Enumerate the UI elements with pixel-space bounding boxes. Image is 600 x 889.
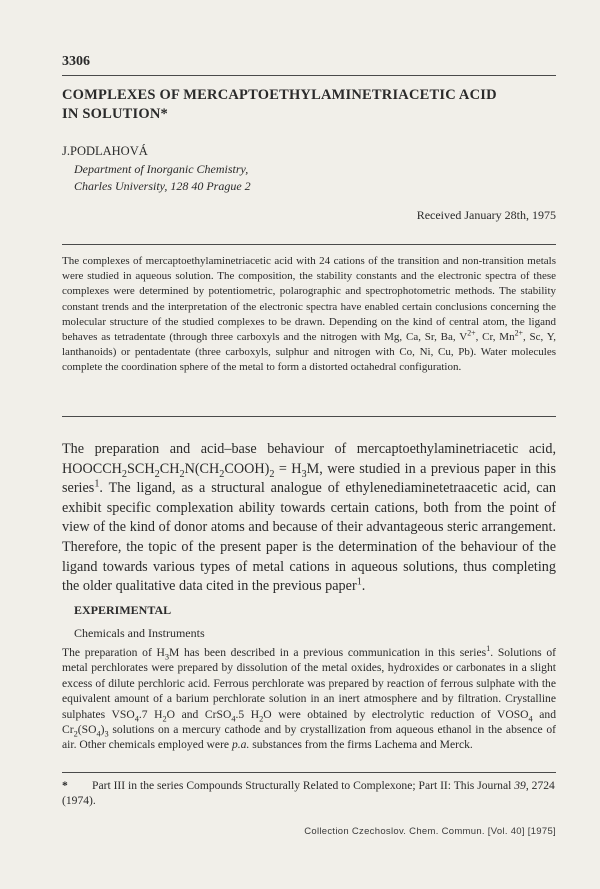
introduction-paragraph [62, 440, 556, 597]
intro-text: The preparation and acid–base behaviour of mercaptoethylaminetriacetic acid, HOOCCH [62, 441, 556, 477]
abstract-text: , Cr, Mn [475, 331, 515, 344]
footnote-marker: * [62, 779, 68, 792]
footnote-text: , 2724 (1974). [62, 779, 555, 808]
header-rule [62, 75, 556, 76]
title-line-1: COMPLEXES OF MERCAPTOETHYLAMINETRIACETIC ACID [62, 87, 497, 103]
experimental-text: The preparation of H [62, 646, 165, 659]
author-affiliation [74, 161, 251, 195]
intro-text: M, were studied in a previous paper in this series [62, 460, 556, 497]
intro-text: = H [274, 460, 302, 477]
title-line-2: IN SOLUTION* [62, 106, 168, 122]
subscript: 2 [73, 729, 78, 739]
subscript: 4 [528, 713, 533, 723]
reference-marker: 1 [486, 644, 491, 654]
footnote-rule [62, 772, 556, 773]
affiliation-line-1: Department of Inorganic Chemistry, [74, 162, 249, 176]
intro-text: SCH [127, 460, 155, 477]
intro-text: . [361, 578, 366, 595]
abstract-sup: 2+ [467, 328, 476, 338]
received-date: Received January 28th, 1975 [416, 208, 556, 222]
intro-text: . The ligand, as a structural analogue of ethylenediaminetetraacetic acid, can exhibit specific complexation ability towards certain cations, both from the point of view of the kind of donor atoms and because of their advantageous steric arrangement. Therefore, the topic of the present paper is the determination of the behaviour of the ligand towards various types of metal cations in aqueous solutions, thus completing the older qualitative data cited in the previous paper [62, 480, 556, 595]
subsection-heading: Chemicals and Instruments [74, 626, 205, 640]
experimental-text: .5 H [235, 707, 260, 721]
experimental-text: ) [100, 723, 105, 737]
intro-text: N(CH [184, 460, 220, 477]
subscript: 2 [269, 468, 275, 480]
abstract [62, 254, 556, 376]
subscript: 2 [162, 713, 167, 723]
experimental-text: solutions on a mercury cathode and by crystallization from aqueous ethanol in the absence of air. Other chemicals employed were [62, 723, 556, 752]
footnote-text: Part III in the series Compounds Structurally Related to Complexone; Part II: This Journal [92, 779, 515, 792]
article-title [62, 86, 556, 124]
experimental-text: . Solutions of metal perchlorates were prepared by dissolution of the metal oxides, hydroxides or carbonates in a slight excess of dilute perchloric acid. Ferrous perchlorate was prepared by reaction of ferrous sulphate with the equivalent amount of a barium perchlorate solution in an inert atmosphere and by filtration. Crystalline sulphates VSO [62, 646, 556, 721]
experimental-text: (SO [77, 723, 97, 737]
experimental-text: O and CrSO [166, 707, 232, 721]
author-name: J.PODLAHOVÁ [62, 144, 148, 158]
abstract-bottom-rule [62, 416, 556, 417]
reference-marker: 1 [94, 478, 100, 490]
experimental-text: M has been described in a previous communication in this series [169, 646, 487, 659]
intro-text: COOH) [224, 460, 270, 477]
journal-footer: Collection Czechoslov. Chem. Commun. [Vol. 40] [1975] [304, 826, 556, 837]
subscript: 3 [104, 729, 109, 739]
affiliation-line-2: Charles University, 128 40 Prague 2 [74, 179, 251, 193]
experimental-text: and Cr [62, 707, 556, 737]
subscript: 3 [164, 652, 170, 662]
experimental-text: substances from the firms Lachema and Merck. [249, 738, 473, 752]
reference-marker: 1 [356, 576, 362, 588]
abstract-text: , Sc, Y, lanthanoids) or pentadentate (three carboxyls, sulphur and nitrogen with Co, Ni, Cu, Pb). Water molecules complete the coordination sphere of the metal to form a distorted octahedral configuration. [62, 331, 556, 374]
abstract-sup: 2+ [514, 328, 523, 338]
subscript: 2 [259, 713, 264, 723]
subscript: 2 [219, 468, 225, 480]
subscript: 4 [134, 713, 139, 723]
experimental-paragraph [62, 645, 556, 753]
subscript: 3 [301, 468, 307, 480]
subscript: 2 [179, 468, 185, 480]
footnote [62, 778, 556, 809]
abstract-top-rule [62, 244, 556, 245]
intro-text: CH [159, 460, 180, 477]
experimental-text: .7 H [138, 707, 163, 721]
footnote-volume: 39 [514, 779, 526, 792]
subscript: 4 [231, 713, 236, 723]
subscript: 4 [96, 729, 101, 739]
subscript: 2 [154, 468, 160, 480]
experimental-text: O were obtained by electrolytic reduction of VOSO [263, 707, 529, 721]
abstract-text: The complexes of mercaptoethylaminetriacetic acid with 24 cations of the transition and non-transition metals were studied in aqueous solution. The composition, the stability constants and the electronic spectra of these complexes were determined by potentiometric, polarographic and spectrophotometric methods. The stability constant trends and the interpretation of the electronic spectra have enabled certain conclusions concerning the molecular structure of the studied complexes to be drawn. Depending on the kind of central atom, the ligand behaves as tetradentate (through three carboxyls and the nitrogen with Mg, Ca, Sr, Ba, V [62, 255, 556, 344]
italic-term: p.a. [231, 738, 250, 752]
page-number: 3306 [62, 54, 90, 69]
section-heading: EXPERIMENTAL [74, 603, 172, 617]
subscript: 2 [121, 468, 128, 480]
